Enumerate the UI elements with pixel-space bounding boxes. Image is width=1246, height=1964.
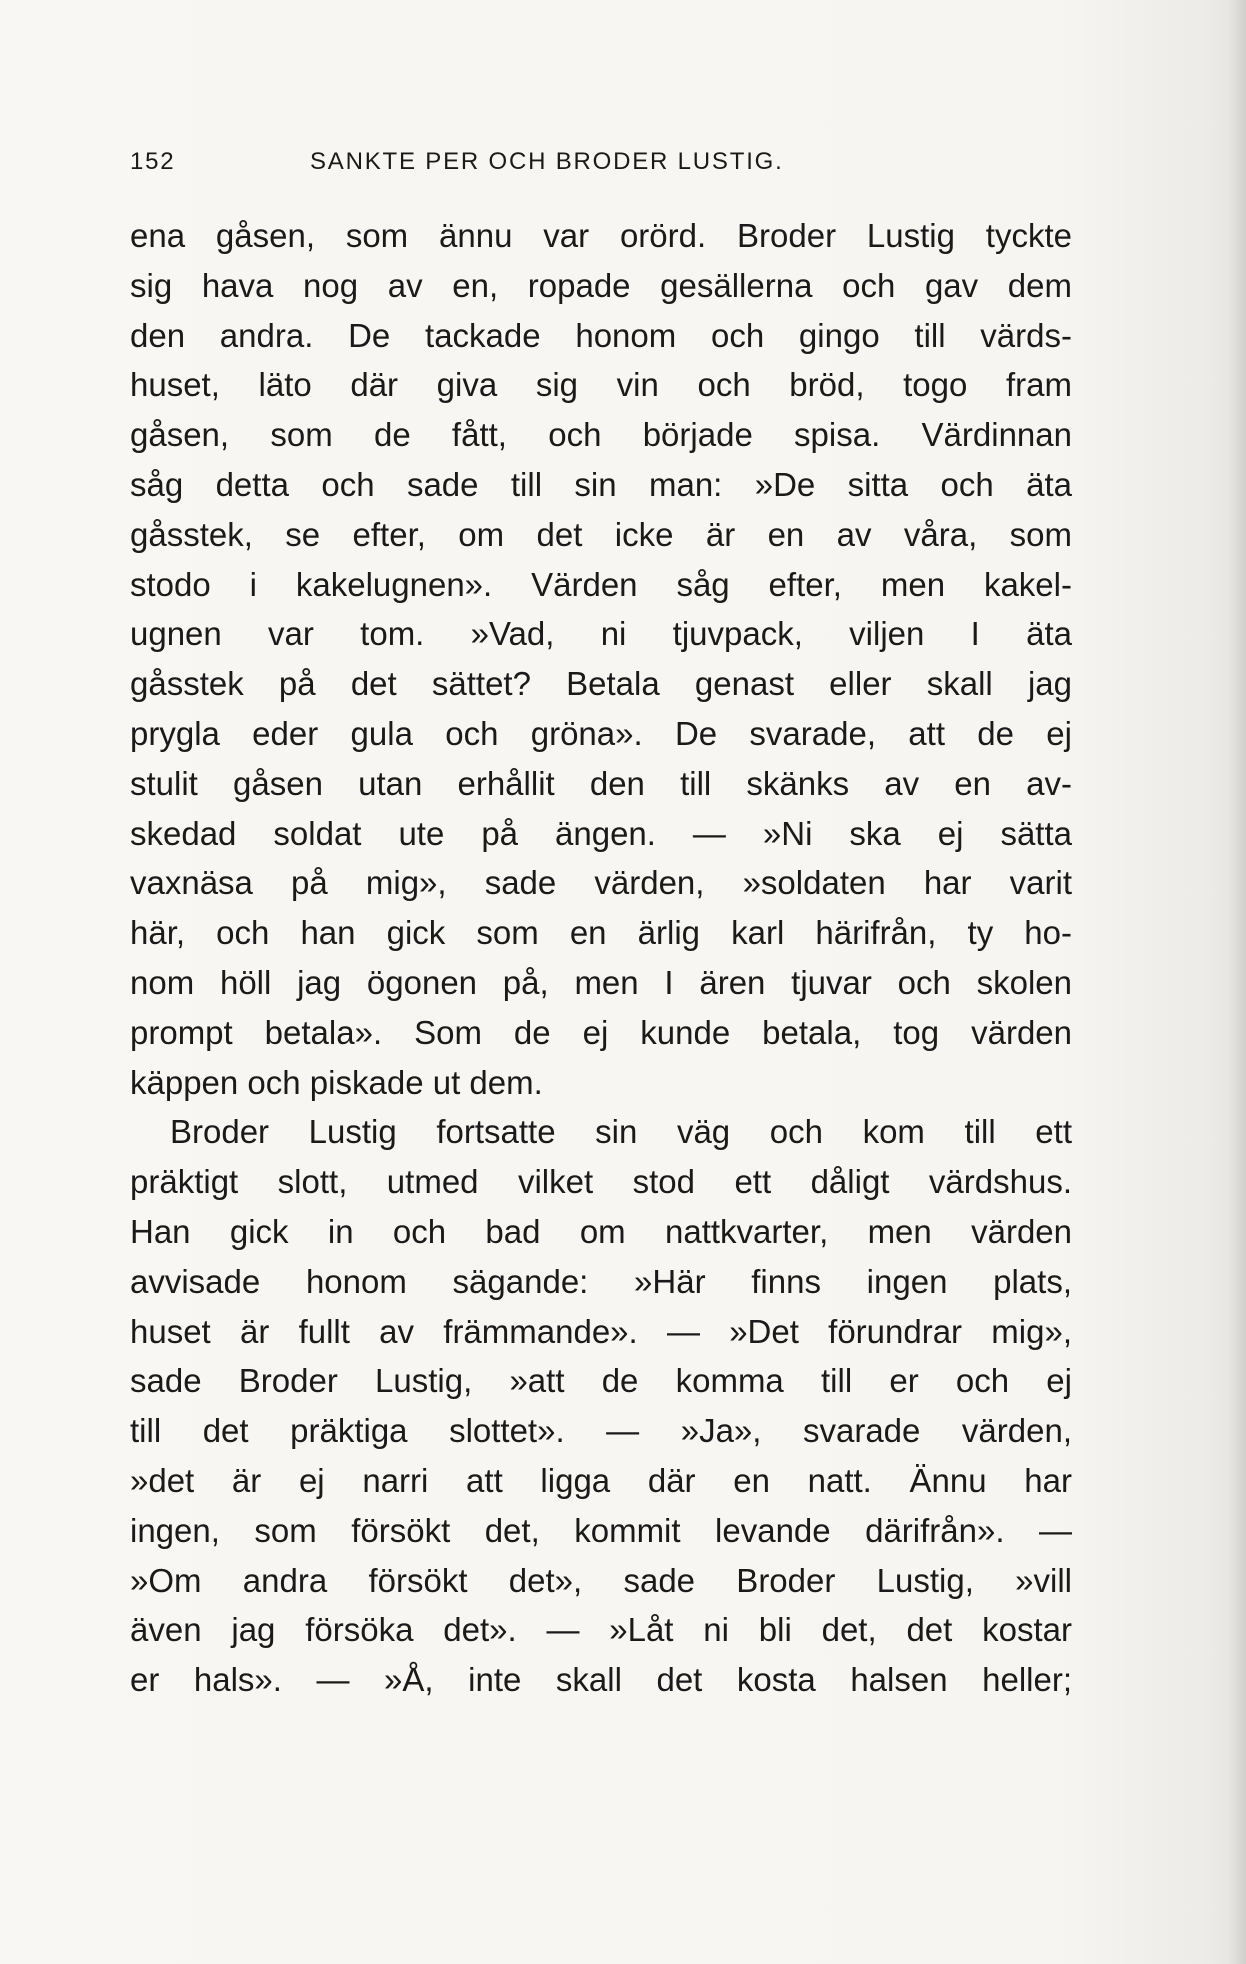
text-line: er hals». — »Å, inte skall det kosta halsen heller; — [130, 1661, 1072, 1699]
text-line: såg detta och sade till sin man: »De sitta och äta — [130, 465, 1072, 503]
text-line: präktigt slott, utmed vilket stod ett dåligt värdshus. — [130, 1163, 1072, 1201]
text-line: stodo i kakelugnen». Värden såg efter, men kakel- — [130, 565, 1072, 603]
text-line: prompt betala». Som de ej kunde betala, tog värden — [130, 1013, 1072, 1051]
text-line: ena gåsen, som ännu var orörd. Broder Lustig tyckte — [130, 217, 1072, 254]
text-line: skedad soldat ute på ängen. — »Ni ska ej sätta — [130, 814, 1072, 852]
text-line: här, och han gick som en ärlig karl härifrån, ty ho- — [130, 914, 1072, 952]
page-edge-shadow — [1228, 0, 1246, 1964]
text-line: Han gick in och bad om nattkvarter, men värden — [130, 1212, 1072, 1250]
text-line: gåsstek på det sättet? Betala genast eller skall jag — [130, 665, 1072, 703]
text-line: sade Broder Lustig, »att de komma till er och ej — [130, 1362, 1072, 1400]
body-text — [130, 211, 1072, 1705]
text-line: stulit gåsen utan erhållit den till skänks av en av- — [130, 764, 1072, 802]
text-line: även jag försöka det». — »Låt ni bli det, det kostar — [130, 1611, 1072, 1649]
paragraph-end-line: käppen och piskade ut dem. — [130, 1063, 543, 1101]
text-line: den andra. De tackade honom och gingo till värds- — [130, 316, 1072, 354]
page-number: 152 — [130, 148, 176, 175]
text-line: huset är fullt av främmande». — »Det förundrar mig», — [130, 1312, 1072, 1350]
text-line: ingen, som försökt det, kommit levande därifrån». — — [130, 1511, 1072, 1549]
text-line: ugnen var tom. »Vad, ni tjuvpack, viljen I äta — [130, 615, 1072, 653]
text-line: avvisade honom sägande: »Här finns ingen plats, — [130, 1262, 1072, 1300]
text-line: gåsstek, se efter, om det icke är en av våra, som — [130, 515, 1072, 553]
text-line: prygla eder gula och gröna». De svarade, att de ej — [130, 714, 1072, 752]
running-title: SANKTE PER OCH BRODER LUSTIG. — [310, 148, 784, 175]
running-header — [130, 146, 1090, 178]
text-line: »Om andra försökt det», sade Broder Lustig, »vill — [130, 1561, 1072, 1599]
text-line: sig hava nog av en, ropade gesällerna och gav dem — [130, 266, 1072, 304]
paragraph-start-line: Broder Lustig fortsatte sin väg och kom till ett — [170, 1113, 1072, 1151]
text-line: till det präktiga slottet». — »Ja», svarade värden, — [130, 1412, 1072, 1450]
text-line: huset, läto där giva sig vin och bröd, togo fram — [130, 366, 1072, 404]
text-line: »det är ej narri att ligga där en natt. Ännu har — [130, 1461, 1072, 1499]
text-line: vaxnäsa på mig», sade värden, »soldaten har varit — [130, 864, 1072, 902]
text-line: gåsen, som de fått, och började spisa. Värdinnan — [130, 416, 1072, 454]
text-line: nom höll jag ögonen på, men I ären tjuvar och skolen — [130, 963, 1072, 1001]
